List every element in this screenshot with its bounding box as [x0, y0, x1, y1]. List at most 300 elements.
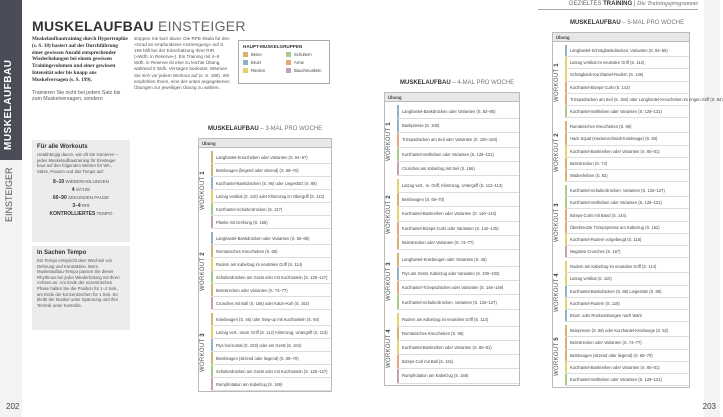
exercise-row [565, 273, 689, 285]
exercise-row [211, 177, 331, 190]
exercise-name: Beinbeugen (sitzend oder liegend) (S. 68–70) [216, 355, 299, 361]
exercise-row [565, 146, 689, 158]
right-spine [704, 0, 720, 417]
workout-number: 2 [554, 132, 560, 137]
workout-group [554, 45, 723, 118]
muscle-color-bar [565, 69, 567, 80]
exercise-row [211, 365, 331, 378]
exercise-name: Kurzhantel-Bizeps-Curls (S. 142) [570, 84, 630, 90]
exercise-row [397, 295, 519, 309]
workout-number: 2 [386, 195, 392, 200]
muscle-color-bar [565, 222, 567, 233]
workout-group [386, 253, 519, 310]
workout-group [386, 105, 519, 176]
exercise-name: Latzug vertikal (S. 110) oder Klimmzug im Obergriff (S. 113) [216, 193, 325, 199]
page-title [32, 18, 246, 34]
workout-stat [37, 194, 125, 202]
plan5-title [570, 20, 684, 26]
exercise-name: Kurzhantel-Bankreihen oder Varianten (S. 80–81) [402, 345, 492, 351]
plan-header: Übung [385, 93, 519, 102]
legend-label: Brust [251, 60, 261, 65]
muscle-color-bar [565, 298, 567, 309]
exercise-name: Kurzhantel-Seitheben oder Varianten (S. 128–131) [570, 200, 662, 206]
plan4-title-bold: MUSKELAUFBAU [400, 80, 451, 86]
exercise-row [211, 326, 331, 339]
workout-number: 1 [554, 62, 560, 67]
exercise-name: Negative Crunches (S. 167) [570, 249, 621, 255]
exercise-row [565, 234, 689, 246]
running-header: GEZIELTES TRAINING | Die Trainingsprogramme [568, 1, 698, 7]
intro-continued: stoppen Sie kurz davor. Die RPE-Skala für den »Grad an empfundener Anstrengung« auf S. 199 hilft bei der Einschätzung Ihrer RIR (»Wdh. in Reserve«). Ein Training mit 4–5 Wdh. in Reserve ist eine zu leichte Übung, während 0 Wdh. Versagen bedeutet. Wärmen Sie sich vor jedem Workout auf (s. S. 186). Wir empfehlen Ihnen, eine der unten angegebenen Übungen zur jeweiligen Übung zu wählen. [134, 36, 230, 90]
legend-swatch [286, 52, 291, 57]
exercise-name: Langhantel-Bankdrücken oder Varianten (S. 82–85) [402, 109, 496, 115]
tempo-info-box [32, 246, 130, 330]
intro-paragraph: Muskelaufbautraining durch Hypertrophie (s. S. 18) basiert auf der Durchführung einer gewissen Anzahl entsprechender Wiederholungen bei einem gewissen Trainingsvolumen und einer gewissen Intensität oder bis knapp ans Muskelversagen (s. S. 199). [32, 36, 128, 83]
workout-number: 4 [386, 329, 392, 333]
muscle-color-bar [211, 365, 213, 377]
muscle-color-bar [397, 193, 399, 206]
muscle-color-bar [397, 207, 399, 220]
exercise-row [211, 245, 331, 258]
exercise-name: Schrägbank-Kurzhantel-Rudern (S. 136) [570, 72, 644, 78]
exercise-name: Kurzhantel-Bizeps-Curls oder Varianten (S. 142–145) [402, 225, 499, 231]
workout-label-text: WORKOUT [386, 199, 392, 235]
exercise-row [565, 246, 689, 258]
muscle-color-bar [565, 374, 567, 385]
muscle-color-bar [397, 222, 399, 235]
exercise-name: Beinstrecken (S. 74) [570, 160, 608, 166]
exercise-row [565, 94, 723, 106]
plan3-title-bold: MUSKELAUFBAU [208, 126, 259, 132]
exercise-row [397, 133, 519, 147]
exercise-row [211, 190, 331, 203]
exercise-row [211, 258, 331, 271]
workout-label-text: WORKOUT [386, 125, 392, 161]
muscle-color-bar [397, 295, 399, 308]
exercise-row [397, 281, 519, 295]
workout-label [554, 63, 560, 102]
intro-paragraph-2: Trainieren Sie nicht bei jedem Satz bis zum Muskelversagen, sondern [32, 89, 121, 103]
muscle-color-bar [211, 177, 213, 189]
muscle-color-bar [565, 273, 567, 284]
exercise-row [397, 119, 519, 133]
muscle-color-bar [565, 146, 567, 157]
exercise-name: Bizeps-Curls mit Band (S. 144) [570, 212, 627, 218]
exercise-row [211, 284, 331, 297]
exercise-name: Kurzhantel-Schulterdrücken, Varianten (S. 126–127) [402, 299, 497, 305]
exercise-row [565, 121, 689, 133]
muscle-color-bar [211, 378, 213, 390]
exercise-row [397, 327, 519, 341]
exercise-name: Rumpfrotation am Kabelzug (S. 168) [402, 373, 469, 379]
section-tab-label: MUSKELAUFBAU [3, 59, 14, 150]
stat-label: TEMPO [95, 211, 113, 217]
exercise-row [565, 106, 689, 118]
workout-label-text: WORKOUT [200, 174, 206, 210]
stat-label: WIEDERHOLUNGEN [64, 179, 109, 185]
workout-stat [37, 202, 125, 210]
exercise-row [397, 355, 519, 369]
exercise-name: Crunches am Kabelzug mit Seil (S. 166) [402, 165, 475, 171]
exercise-name: Beinpresse (S. 58) oder Kurzhantel-Kniebeuge (S. 52) [570, 328, 669, 334]
stat-value: 60–90 [52, 195, 67, 202]
workout-group [200, 232, 331, 310]
exercise-row [397, 162, 519, 176]
exercise-name: Kurzhantel-Rudern (S. 118) [570, 300, 620, 306]
exercise-row [397, 207, 519, 221]
muscle-color-bar [565, 121, 567, 132]
exercise-row [397, 369, 519, 383]
workout-label-text: WORKOUT [554, 276, 560, 312]
exercise-row [211, 378, 331, 391]
muscle-color-bar [565, 209, 567, 220]
exercise-name: Langhantel-Schrägbankdrücken; Varianten (S. 84–85) [570, 48, 668, 54]
exercise-name: Kurzhantel-Bankdrücken (S. 86) oder Liegestütz (S. 88) [216, 180, 317, 186]
muscle-color-bar [565, 133, 567, 144]
exercise-row [397, 313, 519, 327]
exercise-row [211, 313, 331, 326]
muscle-color-bar [397, 105, 399, 118]
exercise-row [211, 271, 331, 284]
legend-item [243, 52, 282, 57]
plan3-title [208, 126, 322, 132]
stat-label: SÄTZE [74, 187, 91, 193]
workout-label [386, 329, 392, 368]
exercise-row [565, 337, 689, 349]
muscle-color-bar [397, 327, 399, 340]
workout-number: 1 [386, 121, 392, 126]
muscle-color-bar [211, 232, 213, 244]
plan4-title [400, 80, 514, 86]
header-section: GEZIELTES [568, 1, 602, 7]
muscle-color-bar [397, 253, 399, 266]
exercise-name: Rumänisches Kreuzheben (S. 68) [402, 330, 464, 336]
workout-label [386, 196, 392, 235]
muscle-color-bar [397, 369, 399, 382]
workout-number: 3 [200, 333, 206, 337]
muscle-color-bar [565, 246, 567, 257]
exercise-name: Überkreuzte Trizepspresse am Kabelzug (S. 152) [570, 224, 660, 230]
legend-label: Bauchmuskeln [294, 68, 322, 73]
exercise-row [565, 82, 689, 94]
workouts-info-title: Für alle Workouts [37, 144, 88, 150]
workout-number: 3 [554, 202, 560, 207]
muscle-color-bar [397, 148, 399, 161]
workout-label [386, 262, 392, 301]
legend-item [243, 68, 282, 73]
exercise-name: Kniebeugen (S. 46) oder Step-up mit Kurzhanteln (S. 60) [216, 316, 320, 322]
muscle-color-bar [211, 190, 213, 202]
exercise-name: Rumänisches Kreuzheben (S. 68) [570, 124, 632, 130]
muscle-color-bar [397, 355, 399, 368]
exercise-name: Trizepsdrücken am Seil oder Varianten (S. 150–153) [402, 137, 498, 143]
exercise-row [565, 170, 689, 182]
exercise-row [397, 193, 519, 207]
muscle-color-bar [211, 258, 213, 270]
muscle-color-bar [565, 261, 567, 272]
legend-swatch [243, 68, 248, 73]
exercise-name: Rumänisches Kreuzheben (S. 68) [216, 248, 278, 254]
exercise-name: Kurzhantel-Seitheben oder Varianten (S. 128–131) [570, 109, 662, 115]
workout-group [200, 313, 331, 391]
tempo-info-title: In Sachen Tempo [37, 250, 87, 256]
exercise-row [397, 222, 519, 236]
exercise-name: Kurzhantel-Bankreihen oder Varianten (S. 140–143) [402, 211, 497, 217]
workout-stats [37, 178, 125, 218]
page-title-bold: MUSKELAUFBAU [32, 18, 154, 34]
exercise-row [565, 45, 689, 57]
muscle-color-bar [397, 236, 399, 249]
muscle-color-bar [565, 310, 567, 321]
muscle-color-bar [211, 203, 213, 215]
workout-group [554, 185, 689, 258]
exercise-name: Bizeps-Curl mit Ball (S. 161) [402, 359, 454, 365]
workout-label [386, 122, 392, 161]
legend-grid [243, 52, 325, 73]
workout-number: 5 [554, 336, 560, 341]
workout-label [554, 337, 560, 376]
page-title-light: EINSTEIGER [158, 18, 246, 34]
muscle-color-bar [565, 57, 567, 68]
exercise-name: Kurzhantel-Bankreihen oder Varianten (S. 80–81) [570, 364, 660, 370]
exercise-name: Kurzhantel-Seitheben oder Varianten (S. 128–131) [402, 151, 494, 157]
exercise-name: Beinstrecken oder Varianten (S. 74–77) [402, 239, 474, 245]
muscle-color-bar [211, 151, 213, 163]
plan5-subtitle: – 5-MAL PRO WOCHE [622, 20, 685, 26]
exercise-name: Kurzhantel-Seitheben oder Varianten (S. 128–131) [570, 376, 662, 382]
muscle-color-bar [211, 271, 213, 283]
workout-number: 2 [200, 252, 206, 256]
exercise-name: Brust- oder Rückenübungen nach Wahl [570, 313, 642, 319]
exercise-name: Langhantel-Kniebeugen oder Varianten (S. 46) [402, 256, 487, 262]
page-number-right: 203 [702, 402, 716, 411]
muscle-color-bar [397, 267, 399, 280]
muscle-color-bar [565, 82, 567, 93]
legend-swatch [243, 52, 248, 57]
exercise-name: Rudern am Kabelzug im neutralen Griff (S. 114) [570, 264, 657, 270]
muscle-color-bar [397, 313, 399, 326]
exercise-row [565, 261, 689, 273]
exercise-name: Hack Squat (Hackenschmidt-Kniebeuge) (S. 60) [570, 136, 658, 142]
exercise-name: Latzug vertikal (S. 110) [570, 276, 612, 282]
exercise-name: Latzug vert., m. Griff, Klimmzug, Untergriff (S. 112–113) [402, 183, 503, 189]
muscle-color-bar [397, 281, 399, 294]
legend-item [286, 60, 325, 65]
workout-label-text: WORKOUT [200, 255, 206, 291]
plan5-title-bold: MUSKELAUFBAU [570, 20, 621, 26]
header-italic: Die Trainingsprogramme [637, 1, 698, 7]
muscle-color-bar [565, 170, 567, 181]
workout-label-text: WORKOUT [554, 206, 560, 242]
muscle-color-bar [211, 297, 213, 309]
exercise-name: Kurzhantel-Schulterdrücken; Varianten (S. 126–127) [570, 188, 665, 194]
exercise-row [211, 203, 331, 216]
exercise-row [565, 350, 689, 362]
exercise-name: Kurzhantel-Schulterdrücken (S. 127) [216, 206, 283, 212]
legend-title: HAUPT-MUSKELGRUPPEN [243, 44, 303, 49]
stat-label: SEKUNDEN PAUSE [66, 195, 110, 201]
exercise-row [211, 151, 331, 164]
muscle-color-bar [211, 216, 213, 228]
exercise-name: Planke mit Drehung (S. 168) [216, 219, 268, 225]
header-divider [538, 9, 698, 10]
exercise-row [565, 286, 689, 298]
exercise-row [565, 362, 689, 374]
plan3-subtitle: – 3-MAL PRO WOCHE [260, 126, 323, 132]
muscle-color-bar [565, 158, 567, 169]
exercise-row [565, 325, 689, 337]
plan-header: Übung [199, 139, 331, 148]
muscle-color-bar [565, 185, 567, 196]
workout-label-text: WORKOUT [554, 136, 560, 172]
muscle-color-bar [211, 164, 213, 176]
muscle-color-bar [397, 133, 399, 146]
stat-value: 4 [71, 187, 75, 194]
header-bold: TRAINING [603, 1, 633, 7]
workout-label [554, 203, 560, 242]
workout-group [386, 313, 519, 384]
muscle-color-bar [565, 197, 567, 208]
page-number-left: 202 [6, 402, 20, 411]
exercise-row [397, 236, 519, 250]
exercise-name: Kurzhantel-Rudern vorgebeugt (S. 116) [570, 236, 642, 242]
stat-value: 3–4 [72, 203, 81, 210]
muscle-color-bar [565, 337, 567, 348]
workout-stat [37, 210, 125, 218]
muscle-color-bar [565, 362, 567, 373]
workout-label [554, 133, 560, 172]
plan3-table [198, 138, 332, 392]
exercise-name: Latzug vert., neutr. Griff (S. 112) Klimmzug, Untergriff (S. 113) [216, 329, 328, 335]
muscle-color-bar [211, 284, 213, 296]
exercise-row [211, 232, 331, 245]
exercise-row [565, 310, 689, 322]
exercise-name: Rudern am Kabelzug im neutralen Griff (S. 114) [402, 316, 489, 322]
muscle-color-bar [211, 352, 213, 364]
muscle-color-bar [565, 94, 567, 105]
exercise-row [565, 209, 689, 221]
exercise-row [397, 179, 519, 193]
workout-group [554, 121, 689, 182]
exercise-name: Wadenheben (S. 82) [570, 172, 608, 178]
workout-number: 3 [386, 262, 392, 266]
exercise-row [397, 253, 519, 267]
workout-group [554, 261, 689, 322]
exercise-row [565, 374, 689, 386]
exercise-row [565, 185, 689, 197]
muscle-color-bar [397, 119, 399, 132]
exercise-name: Trizepsdrücken am Seil (S. 150) oder Langhantel-Kreuzheben im engen Griff (S. 84) [570, 96, 723, 102]
muscle-color-bar [211, 245, 213, 257]
exercise-name: Langhantel-Bankdrücken oder Varianten (S. 82–85) [216, 235, 310, 241]
stat-label: RIR [80, 203, 90, 209]
workout-label-text: WORKOUT [386, 332, 392, 369]
exercise-name: Beinbeugen (S. 68–70) [402, 197, 445, 203]
workout-group [200, 151, 331, 229]
exercise-row [397, 148, 519, 162]
workouts-info-box [32, 140, 130, 242]
workout-number: 4 [554, 272, 560, 277]
exercise-row [565, 133, 689, 145]
exercise-name: Bankpresse (S. 108) [402, 123, 440, 129]
muscle-color-bar [565, 286, 567, 297]
legend-swatch [286, 68, 291, 73]
legend-label: Beine [251, 52, 262, 57]
workouts-info-text: Unabhängig davon, wie oft Sie trainieren – jedes Muskelaufbautraining für Einsteiger baut auf den folgenden Werten für Wh., Sätze, Pausen und das Tempo auf: [37, 152, 118, 174]
exercise-name: Rudern am Kabelzug im neutralen Griff (S. 114) [216, 261, 303, 267]
exercise-name: Langhantel-Kreuzheben oder Varianten (S. 64–67) [216, 154, 308, 160]
exercise-name: Flys am Gerät, Kabelzug oder Varianten (S. 100–103) [402, 271, 500, 277]
plan4-table [384, 92, 520, 386]
exercise-row [211, 339, 331, 352]
exercise-row [211, 352, 331, 365]
exercise-name: Schulterdrücken am Gerät oder mit Kurzhanteln (S. 126–127) [216, 274, 328, 280]
exercise-name: Kurzhantel-Bankdrücken (S. 86) Liegestütz (S. 88) [570, 288, 662, 294]
legend-item [286, 52, 325, 57]
legend-label: Rücken [251, 68, 266, 73]
exercise-row [565, 222, 689, 234]
exercise-name: Kurzhantel-Bankreihen oder Varianten (S. 80–81) [570, 148, 660, 154]
exercise-row [211, 216, 331, 229]
stat-value: 8–10 [53, 179, 65, 186]
exercise-name: Rumpfrotation am Kabelzug (S. 169) [216, 381, 283, 387]
workout-label [200, 252, 206, 291]
intro-text [32, 36, 130, 109]
exercise-row [565, 158, 689, 170]
muscle-color-bar [565, 350, 567, 361]
muscle-color-bar [211, 313, 213, 325]
muscle-color-bar [397, 162, 399, 175]
exercise-row [211, 164, 331, 177]
muscle-group-legend [238, 40, 330, 84]
exercise-name: Beinstrecken oder Varianten (S. 74–77) [216, 287, 288, 293]
muscle-color-bar [565, 45, 567, 56]
workout-label [554, 273, 560, 312]
level-tab[interactable] [0, 160, 22, 230]
muscle-color-bar [565, 106, 567, 117]
muscle-color-bar [565, 325, 567, 336]
level-tab-label: EINSTEIGER [4, 167, 14, 222]
workout-label-text: WORKOUT [554, 340, 560, 376]
workout-stat [37, 178, 125, 186]
workout-label [200, 333, 206, 372]
workout-group [386, 179, 519, 250]
exercise-name: Latzug vertikal im neutralen Griff (S. 112) [570, 60, 645, 66]
exercise-row [397, 267, 519, 281]
legend-label: Schultern [294, 52, 312, 57]
exercise-row [397, 105, 519, 119]
muscle-color-bar [211, 339, 213, 351]
muscle-color-bar [397, 179, 399, 192]
stat-value: KONTROLLIERTES [49, 211, 96, 218]
plan4-subtitle: – 4-MAL PRO WOCHE [452, 80, 515, 86]
legend-item [243, 60, 282, 65]
exercise-name: Crunches mit Ball (S. 166) oder Katze-Kuh (S. 162) [216, 300, 310, 306]
exercise-name: Beinbeugen (sitzend oder liegend) (S. 68–70) [570, 352, 653, 358]
exercise-row [565, 57, 689, 69]
exercise-row [211, 297, 331, 310]
workout-label-text: WORKOUT [200, 336, 206, 372]
exercise-name: Flys horizontal (S. 103) oder am Gerät (S. 104) [216, 342, 302, 348]
workout-label [200, 171, 206, 210]
legend-swatch [286, 60, 291, 65]
section-tab[interactable] [0, 0, 22, 160]
exercise-row [565, 298, 689, 310]
workout-group [554, 325, 689, 386]
tempo-info-text: Ein Tempo entspricht dem Wechsel von Dehnung und Kontraktion. Beim Muskelaufbau-Tempo passen Sie dieser Rhythmus bei jeder Wiederholung mit Ihren Achsen an. Am Ende der exzentrischen Phase halten Sie die Position für 1–2 Sek., am Ende der konzentrischen für 1 Sek. So bleibt der Muskel unter Spannung und Ihre Technik unter Kontrolle. [37, 258, 120, 308]
workout-label-text: WORKOUT [386, 265, 392, 302]
exercise-name: Beinstrecken oder Varianten (S. 74–77) [570, 340, 642, 346]
